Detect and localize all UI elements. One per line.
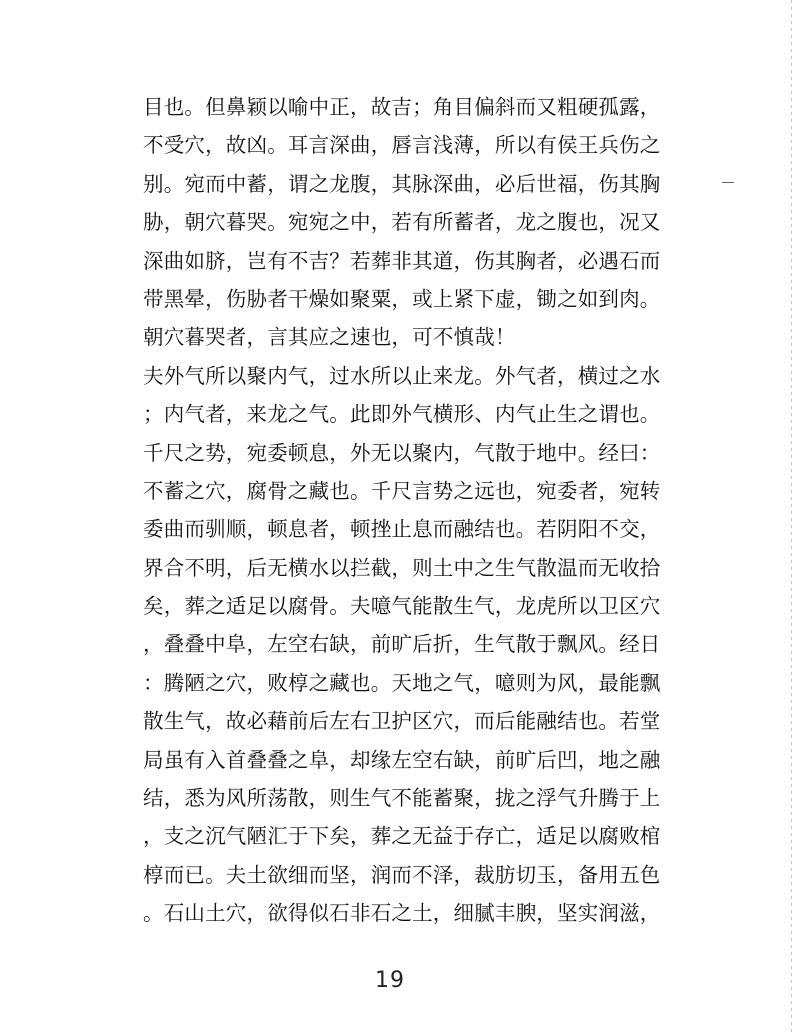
text-line-8: 夫外气所以聚内气，过水所以止来龙。外气者，横过之水 [143, 363, 661, 388]
text-line-18: 局虽有入首叠叠之阜，却缘左空右缺，前旷后凹，地之融 [143, 747, 661, 772]
text-line-7: 朝穴暮哭者，言其应之速也，可不慎哉！ [143, 325, 516, 350]
text-line-2: 不受穴，故凶。耳言深曲，唇言浅薄，所以有侯王兵伤之 [143, 133, 661, 158]
text-line-6: 带黑晕，伤胁者干燥如聚粟，或上紧下虚，锄之如到肉。 [143, 286, 661, 311]
text-line-10: 千尺之势，宛委顿息，外无以聚内，气散于地中。经曰： [143, 440, 661, 465]
text-line-9: ；内气者，来龙之气。此即外气横形、内气止生之谓也。 [143, 402, 661, 427]
text-line-4: 胁，朝穴暮哭。宛宛之中，若有所蓄者，龙之腹也，况又 [143, 210, 661, 235]
text-line-20: ，支之沉气陋汇于下矣，葬之无益于存亡，适足以腐败棺 [143, 824, 661, 849]
text-line-12: 委曲而驯顺，顿息者，顿挫止息而融结也。若阴阳不交， [143, 517, 661, 542]
text-line-17: 散生气，故必藉前后左右卫护区穴，而后能融结也。若堂 [143, 709, 661, 734]
text-line-13: 界合不明，后无横水以拦截，则土中之生气散温而无收拾 [143, 555, 661, 580]
body-text [143, 88, 663, 933]
page-number: 19 [375, 968, 405, 993]
text-line-3: 别。宛而中蓄，谓之龙腹，其脉深曲，必后世福，伤其胸 [143, 171, 661, 196]
text-line-22: 。石山土穴，欲得似石非石之土，细腻丰腴，坚实润滋， [143, 901, 661, 926]
margin-mark [722, 182, 734, 183]
text-line-16: ：腾陋之穴，败椁之藏也。天地之气，噫则为风，最能飘 [143, 670, 661, 695]
scan-edge-line [791, 0, 792, 1036]
text-line-1: 目也。但鼻颖以喻中正，故吉；角目偏斜而又粗硬孤露， [143, 95, 661, 119]
text-line-11: 不蓄之穴，腐骨之藏也。千尺言势之远也，宛委者，宛转 [143, 478, 661, 503]
text-line-15: ，叠叠中阜，左空右缺，前旷后折，生气散于飘风。经日 [143, 632, 661, 657]
text-line-5: 深曲如脐，岂有不吉？若葬非其道，伤其胸者，必遇石而 [143, 248, 661, 273]
text-line-21: 椁而已。夫土欲细而坚，润而不泽，裁肪切玉，备用五色 [143, 862, 661, 887]
text-line-19: 结，悉为风所荡散，则生气不能蓄聚，拢之浮气升腾于上 [143, 786, 661, 811]
text-line-14: 矣，葬之适足以腐骨。夫噫气能散生气，龙虎所以卫区穴 [143, 594, 661, 619]
